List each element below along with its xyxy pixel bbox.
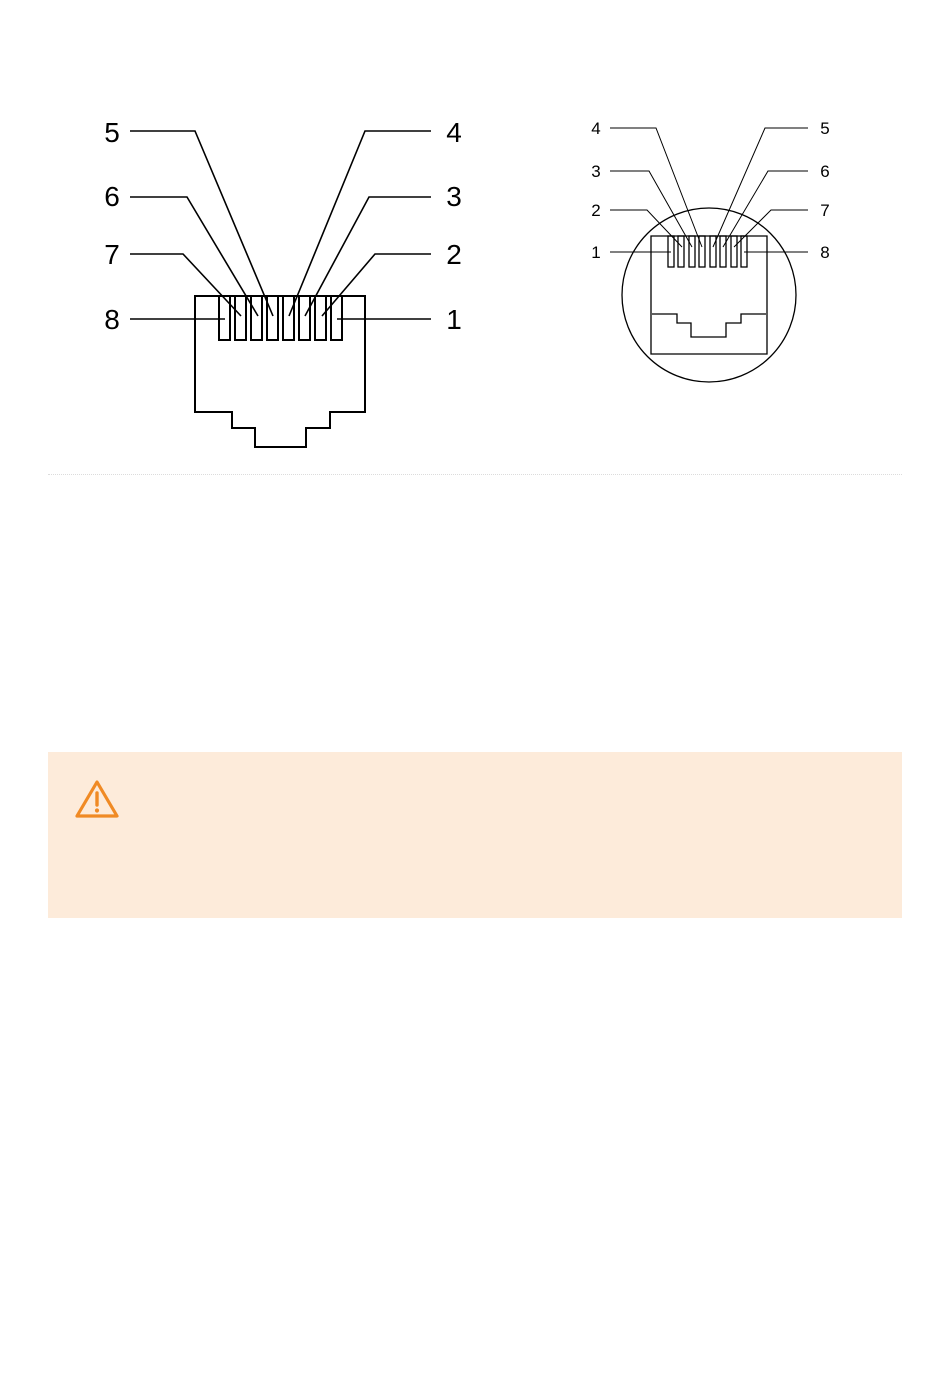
jack-pin-contacts [668, 236, 747, 267]
pin-label: 6 [104, 181, 120, 212]
jack-socket-profile [652, 314, 766, 337]
jack-contact [689, 236, 695, 267]
pin-label: 6 [820, 162, 830, 181]
pin-label: 3 [446, 181, 462, 212]
pin-label: 1 [446, 304, 462, 335]
plug-contact [283, 296, 294, 340]
leader-line [130, 254, 241, 316]
pin-label: 4 [446, 117, 462, 148]
jack-contact [731, 236, 737, 267]
section-divider [48, 474, 902, 475]
warning-notice [48, 752, 902, 918]
pin-label: 4 [591, 119, 601, 138]
rj45-plug-diagram [0, 0, 500, 470]
rj45-jack-diagram [560, 80, 860, 400]
leader-line [322, 254, 431, 316]
leader-line [130, 131, 273, 316]
pin-label: 5 [820, 119, 830, 138]
leader-line [610, 128, 702, 247]
pin-label: 7 [820, 201, 830, 220]
pin-label: 8 [104, 304, 120, 335]
plug-contact [251, 296, 262, 340]
jack-contact [710, 236, 716, 267]
plug-leader-lines [130, 131, 431, 319]
jack-leader-lines [610, 128, 808, 252]
pin-label: 2 [591, 201, 601, 220]
pin-label: 1 [591, 243, 601, 262]
pin-label: 5 [104, 117, 120, 148]
leader-line [289, 131, 431, 316]
jack-contact [678, 236, 684, 267]
pin-label: 7 [104, 239, 120, 270]
pin-label: 2 [446, 239, 462, 270]
plug-contact [315, 296, 326, 340]
warning-triangle-icon [74, 778, 120, 820]
plug-contact [235, 296, 246, 340]
pin-label: 3 [591, 162, 601, 181]
jack-magnifier-circle [622, 208, 796, 382]
leader-line [713, 128, 808, 247]
jack-contact [720, 236, 726, 267]
plug-contact [267, 296, 278, 340]
plug-pin-contacts [219, 296, 342, 340]
plug-contact [299, 296, 310, 340]
leader-line [305, 197, 431, 316]
pin-label: 8 [820, 243, 830, 262]
leader-line [610, 210, 682, 247]
